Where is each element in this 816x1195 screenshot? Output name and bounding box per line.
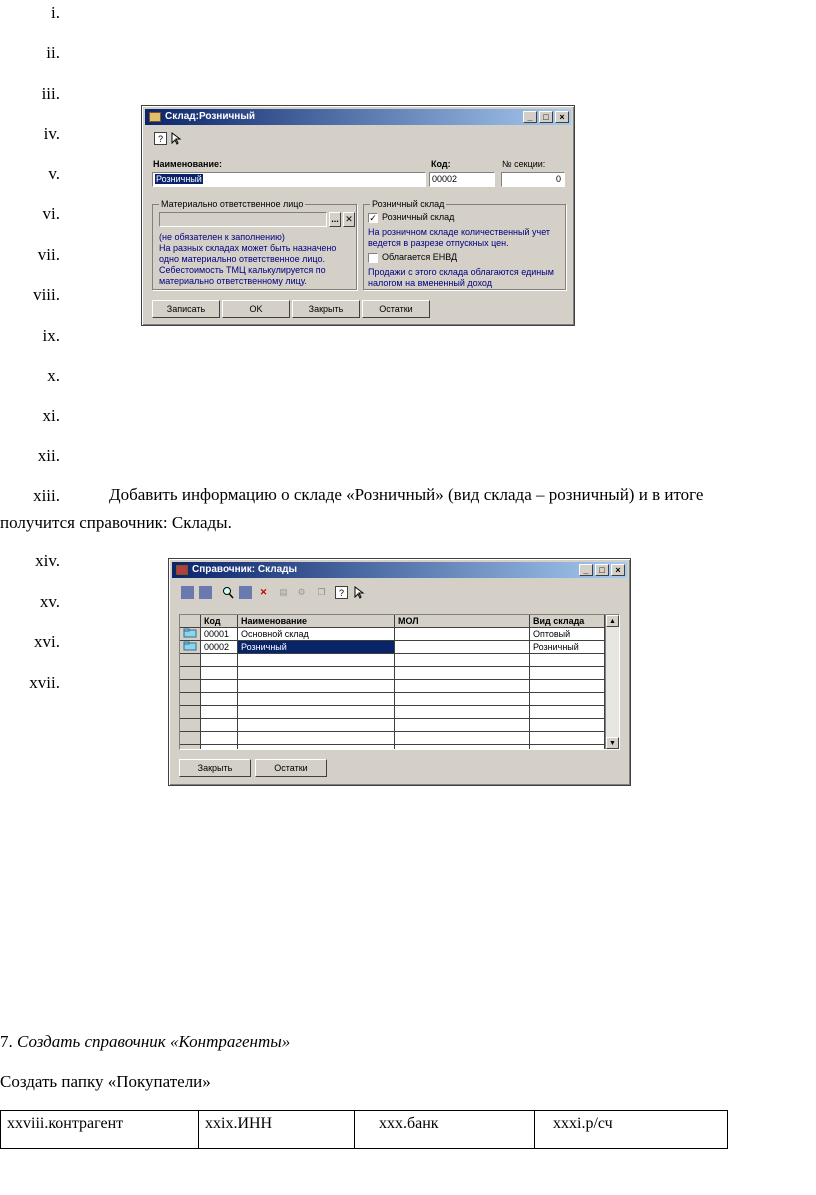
empty-cell[interactable] [530,654,605,667]
close-dialog-button[interactable]: Закрыть [292,300,360,318]
create-folder-text: Создать папку «Покупатели» [0,1072,211,1091]
envd-note: Продажи с этого склада облагаются единым [368,267,554,277]
mol-field[interactable] [159,212,327,227]
ok-button[interactable]: OK [222,300,290,318]
mol-note: (не обязателен к заполнению) [159,232,285,242]
numeral: iii. [41,84,60,103]
name-field[interactable] [152,172,426,187]
mol-note: одно материально ответственное лицо. [159,254,325,264]
save-button[interactable]: Записать [152,300,220,318]
dialog-titlebar [145,109,571,125]
empty-cell[interactable] [395,745,530,750]
numeral: xvi. [34,632,60,651]
move-icon[interactable]: ▤ [279,587,288,597]
empty-cell[interactable] [201,719,238,732]
empty-cell[interactable] [395,732,530,745]
maximize-button[interactable]: □ [539,111,553,123]
empty-cell[interactable] [201,706,238,719]
envd-checkbox[interactable] [368,253,378,263]
table-cell[interactable]: 00001 [201,628,238,641]
numeral: xi. [42,406,60,425]
table-cell[interactable]: Основной склад [238,628,395,641]
table-cell: xxx.банк [355,1111,535,1149]
pointer-help-icon[interactable] [353,586,366,599]
column-header-type[interactable]: Вид склада [530,615,605,628]
empty-cell[interactable] [238,680,395,693]
mol-group-title: Материально ответственное лицо [161,199,304,209]
table-cell[interactable] [395,628,530,641]
numeral: v. [48,164,60,183]
empty-cell[interactable] [530,706,605,719]
retail-note: ведется в разрезе отпускных цен. [368,238,509,248]
contractors-table [0,1110,728,1149]
empty-cell[interactable] [530,693,605,706]
empty-cell[interactable] [395,667,530,680]
scroll-down-arrow-icon[interactable]: ▼ [606,737,619,749]
help-icon[interactable]: ? [335,586,348,599]
retail-group [363,199,566,290]
balances-button[interactable]: Остатки [362,300,430,318]
vertical-scrollbar[interactable] [605,615,619,749]
new-group-icon[interactable] [199,586,212,599]
table-cell: xxviii.контрагент [1,1111,199,1149]
empty-cell[interactable] [201,745,238,750]
numeral: ix. [42,326,60,345]
table-cell: xxxi.р/сч [535,1111,728,1149]
maximize-button[interactable]: □ [595,564,609,576]
mol-group [152,199,357,290]
empty-cell[interactable] [238,654,395,667]
numeral: x. [47,366,60,385]
empty-cell[interactable] [395,719,530,732]
warehouse-dialog [141,105,575,326]
empty-cell[interactable] [395,654,530,667]
numeral: xiv. [35,551,60,570]
empty-cell[interactable] [238,667,395,680]
pointer-help-icon[interactable] [170,132,183,145]
numeral: ii. [46,43,60,62]
retail-note: На розничном складе количественный учет [368,227,551,237]
numeral: i. [51,3,60,22]
empty-cell[interactable] [201,667,238,680]
numeral: xii. [37,446,60,465]
name-label: Наименование: [153,159,223,169]
numeral: xv. [39,592,60,611]
section-title: Создать справочник «Контрагенты» [17,1032,291,1051]
empty-cell[interactable] [180,732,201,745]
empty-cell[interactable] [238,719,395,732]
empty-cell[interactable] [238,693,395,706]
mol-clear-button[interactable]: ✕ [343,212,355,227]
section-field[interactable]: 0 [501,172,565,187]
numeral: vii. [37,245,60,264]
table-cell[interactable]: Розничный [530,641,605,654]
table-cell: xxix.ИНН [199,1111,355,1149]
search-icon[interactable] [221,586,234,599]
close-button[interactable]: × [611,564,625,576]
instruction-text: Добавить информацию о складе «Розничный» (вид склада – розничный) и в итоге [109,485,704,504]
retail-group-title: Розничный склад [372,199,445,209]
empty-cell[interactable] [395,693,530,706]
close-button[interactable]: × [555,111,569,123]
empty-cell[interactable] [180,680,201,693]
copy-icon[interactable]: ❐ [317,587,326,597]
name-value: Розничный [156,174,202,184]
numeral: iv. [43,124,60,143]
empty-cell[interactable] [238,732,395,745]
new-row-icon[interactable] [181,586,194,599]
grid-corner [180,615,201,628]
empty-cell[interactable] [201,680,238,693]
numeral: vi. [42,204,60,223]
empty-cell[interactable] [395,680,530,693]
warehouses-grid [179,614,620,750]
empty-cell[interactable] [180,706,201,719]
catalog-title: Справочник: Склады [192,564,298,575]
empty-cell[interactable] [530,745,605,750]
empty-cell[interactable] [180,654,201,667]
empty-cell[interactable] [530,680,605,693]
empty-cell[interactable] [201,693,238,706]
table-cell[interactable] [395,641,530,654]
mol-note: На разных складах может быть назначено [159,243,337,253]
empty-cell[interactable] [530,719,605,732]
table-cell[interactable]: Оптовый [530,628,605,641]
column-header-code[interactable]: Код [201,615,238,628]
empty-cell[interactable] [201,654,238,667]
help-icon[interactable]: ? [154,132,167,145]
empty-cell[interactable] [180,745,201,750]
delete-icon[interactable]: ✕ [259,587,268,597]
column-header-mol[interactable]: МОЛ [395,615,530,628]
table-cell-selected[interactable]: Розничный [238,641,395,654]
empty-cell[interactable] [238,745,395,750]
warehouses-catalog-window [168,558,631,786]
empty-cell[interactable] [238,706,395,719]
folder-icon [180,628,201,641]
code-field[interactable]: 00002 [429,172,495,187]
retail-check-label: Розничный склад [382,212,455,222]
section-heading [0,1028,290,1056]
mol-note: материально ответственному лицу. [159,276,307,286]
edit-icon[interactable] [239,586,252,599]
code-label: Код: [431,159,451,169]
scroll-up-arrow-icon[interactable]: ▲ [606,615,619,627]
empty-cell[interactable] [180,693,201,706]
column-header-name[interactable]: Наименование [238,615,395,628]
mol-note: Себестоимость ТМЦ калькулируется по [159,265,326,275]
catalog-balances-button[interactable]: Остатки [255,759,327,777]
mol-browse-button[interactable]: ... [329,212,341,227]
numeral: viii. [33,285,60,304]
catalog-icon [176,565,188,575]
minimize-button[interactable]: _ [579,564,593,576]
envd-label: Облагается ЕНВД [382,252,458,262]
empty-cell[interactable] [180,719,201,732]
table-cell[interactable]: 00002 [201,641,238,654]
empty-cell[interactable] [395,706,530,719]
catalog-titlebar [172,562,627,578]
numeral: xvii. [29,673,60,692]
empty-cell[interactable] [180,667,201,680]
hierarchy-icon[interactable]: ⚙ [297,587,306,597]
close-catalog-button[interactable]: Закрыть [179,759,251,777]
dialog-title: Склад:Розничный [165,111,256,122]
minimize-button[interactable]: _ [523,111,537,123]
empty-cell[interactable] [201,732,238,745]
app-icon [149,112,161,122]
table-row [1,1111,728,1149]
section-number: 7. [0,1032,13,1051]
envd-note: налогом на вмененный доход [368,278,492,288]
empty-cell[interactable] [530,667,605,680]
folder-icon [180,641,201,654]
instruction-text-cont: получится справочник: Склады. [0,513,232,532]
section-label: № секции: [502,159,546,169]
numeral: xiii. [33,486,60,505]
empty-cell[interactable] [530,732,605,745]
retail-checkbox[interactable]: ✓ [369,213,377,223]
